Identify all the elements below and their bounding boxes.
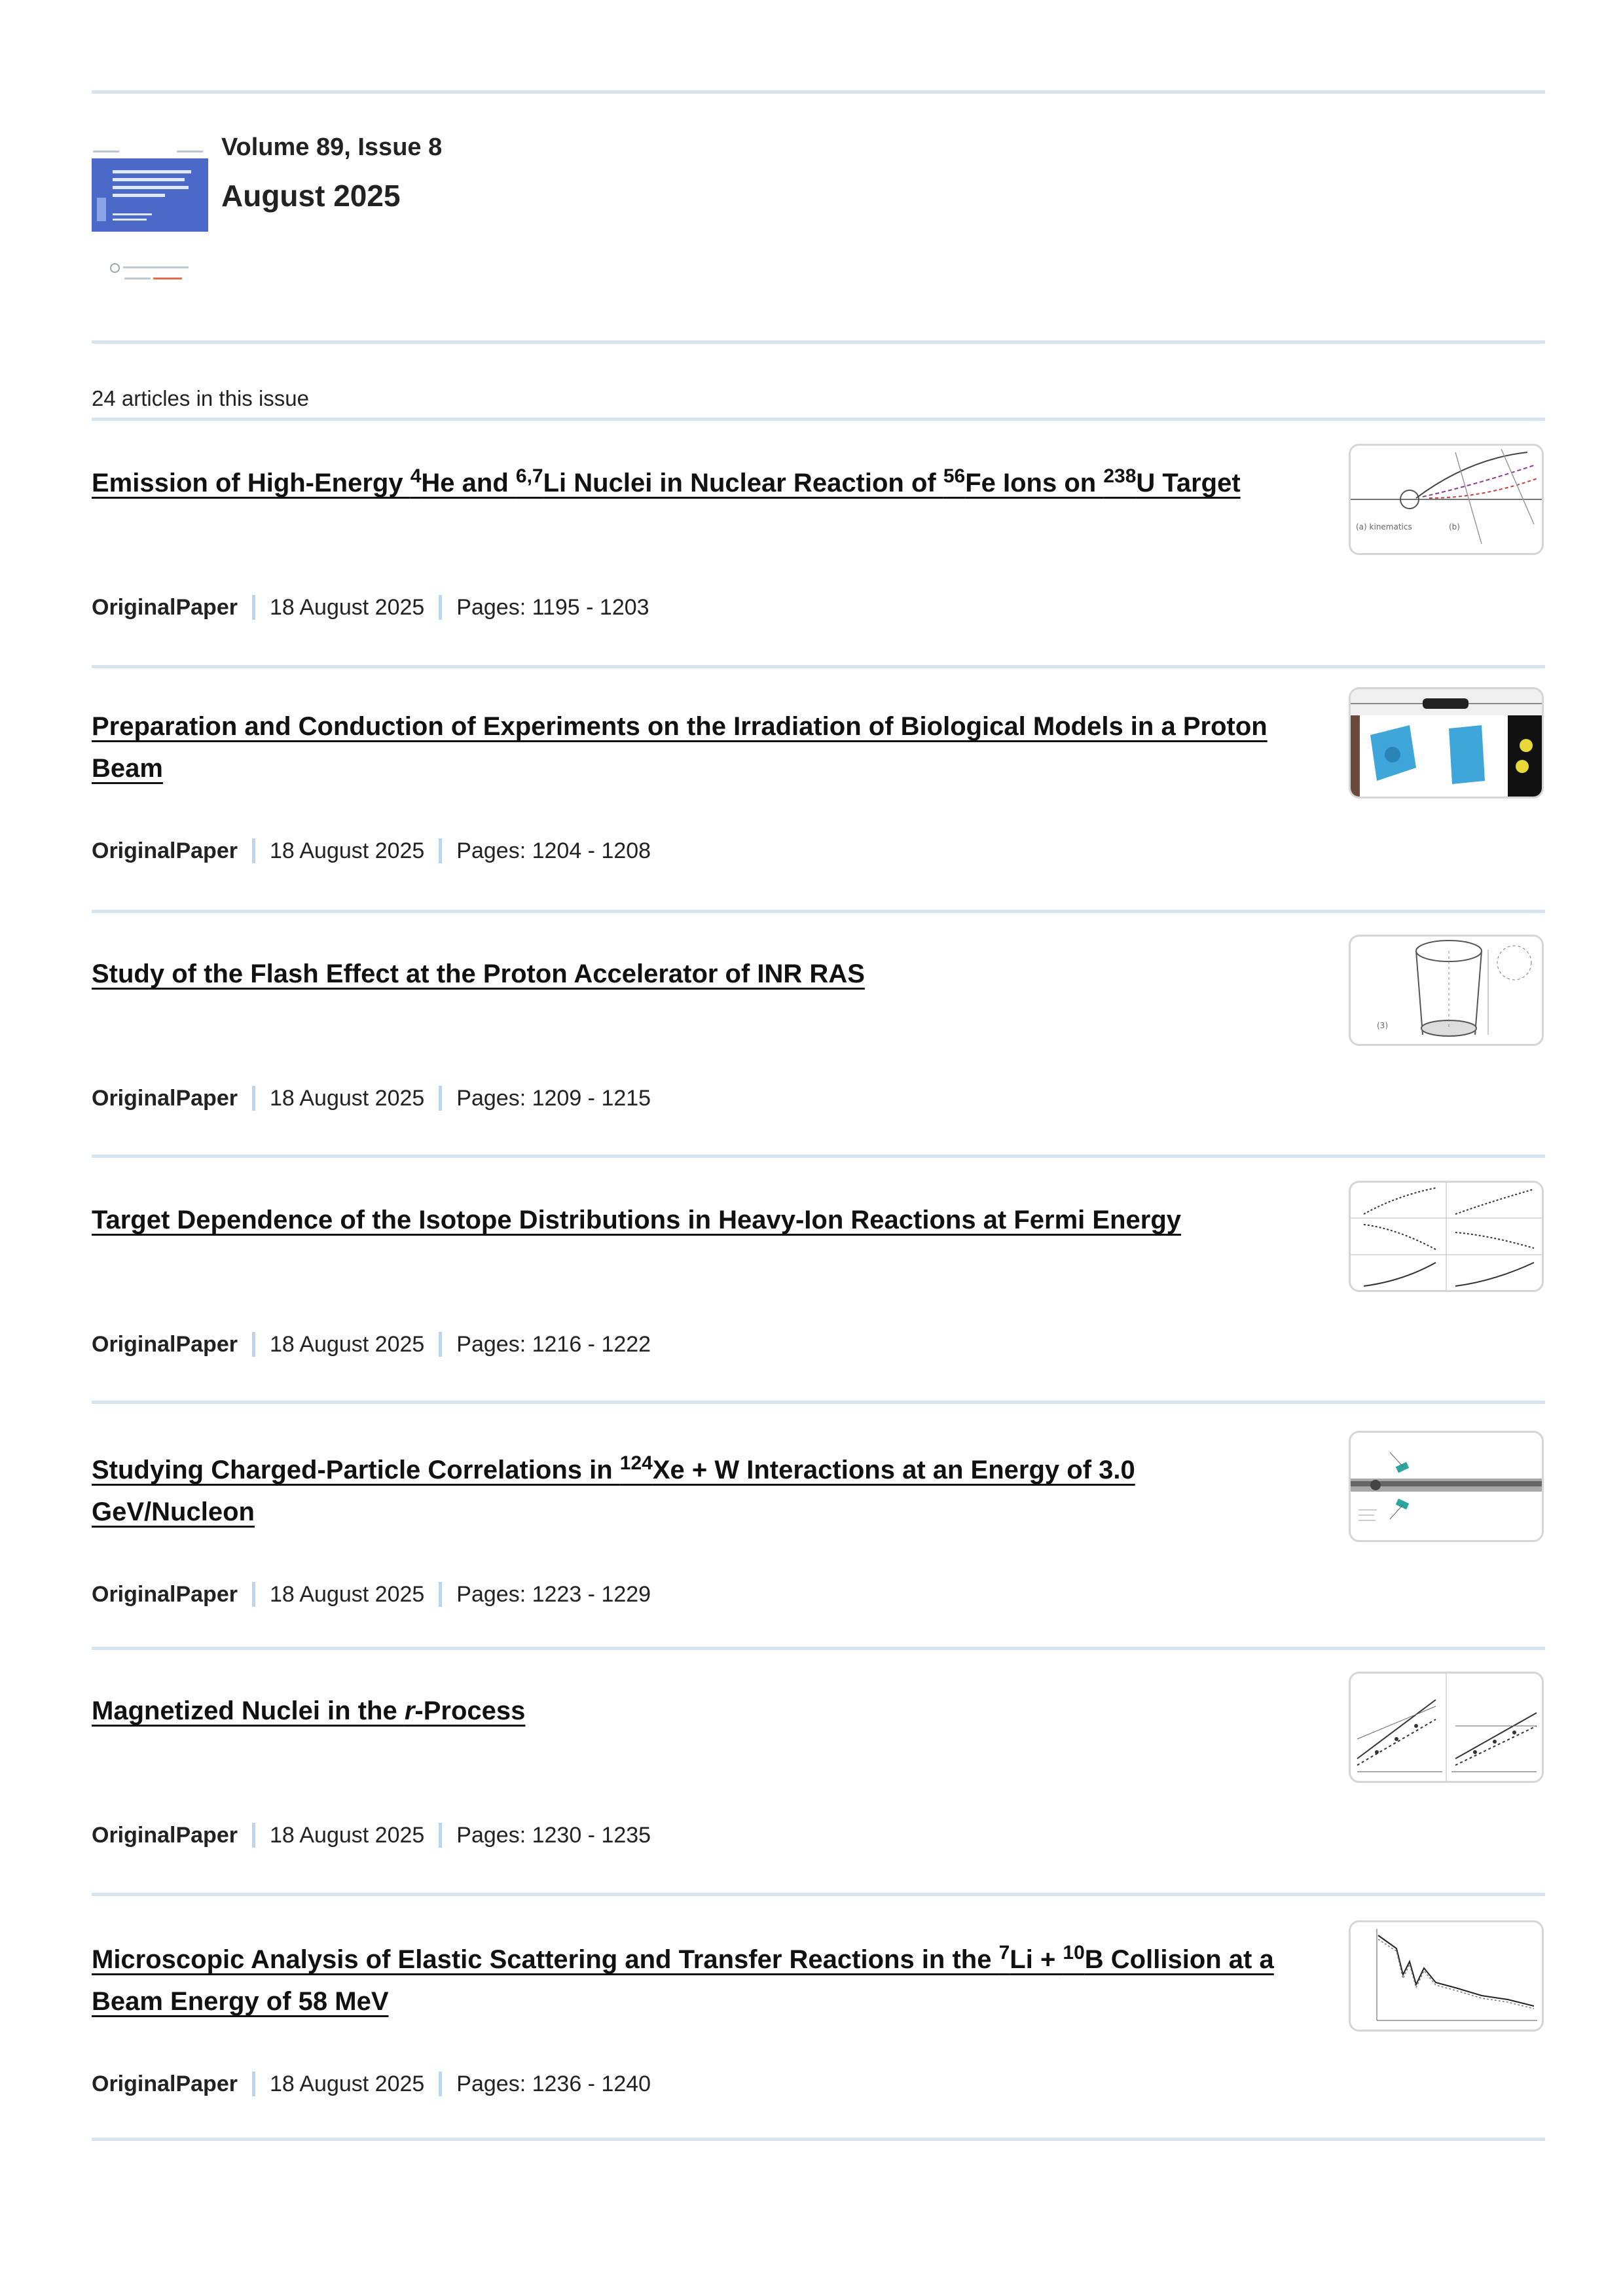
published-date: 18 August 2025 <box>269 594 425 620</box>
page-range: Pages: 1195 - 1203 <box>456 594 649 620</box>
article-title-link[interactable]: Target Dependence of the Isotope Distributions in Heavy-Ion Reactions at Fermi Energy <box>92 1206 1182 1234</box>
article-meta <box>92 2070 651 2098</box>
article-item <box>92 1690 1545 1937</box>
meta-separator <box>439 1332 442 1357</box>
page-range: Pages: 1223 - 1229 <box>456 1581 651 1607</box>
content-type: OriginalPaper <box>92 1085 238 1111</box>
article-title[interactable] <box>92 1939 1290 2022</box>
svg-text:(b): (b) <box>1449 522 1460 531</box>
article-meta <box>92 1330 651 1359</box>
divider <box>92 2138 1545 2141</box>
meta-separator <box>439 1086 442 1111</box>
content-type: OriginalPaper <box>92 1581 238 1607</box>
figure-thumbnail[interactable] <box>1349 1920 1544 2032</box>
meta-separator <box>252 1823 255 1848</box>
article-meta <box>92 593 649 622</box>
article-item <box>92 462 1545 709</box>
article-meta <box>92 1580 651 1609</box>
divider <box>92 665 1545 668</box>
content-type: OriginalPaper <box>92 838 238 863</box>
content-type: OriginalPaper <box>92 1331 238 1357</box>
article-meta <box>92 1821 651 1850</box>
article-meta <box>92 1084 651 1113</box>
meta-separator <box>252 1332 255 1357</box>
divider <box>92 1893 1545 1896</box>
meta-separator <box>439 2072 442 2096</box>
svg-text:(3): (3) <box>1377 1021 1388 1030</box>
figure-thumbnail[interactable] <box>1349 1181 1544 1292</box>
meta-separator <box>252 1582 255 1607</box>
divider <box>92 1647 1545 1650</box>
article-title[interactable] <box>92 1199 1290 1241</box>
article-title[interactable] <box>92 1690 1290 1732</box>
volume-issue[interactable]: Volume 89, Issue 8 <box>221 134 443 161</box>
article-title[interactable] <box>92 462 1290 504</box>
figure-thumbnail[interactable] <box>1349 444 1544 555</box>
meta-separator <box>252 1086 255 1111</box>
article-title-link[interactable]: Study of the Flash Effect at the Proton Accelerator of INR RAS <box>92 960 865 988</box>
meta-separator <box>252 595 255 620</box>
publisher-logo <box>110 263 191 283</box>
content-type: OriginalPaper <box>92 2071 238 2096</box>
cover-top-lines <box>92 149 208 156</box>
divider <box>92 418 1545 421</box>
figure-thumbnail[interactable] <box>1349 687 1544 798</box>
divider <box>92 90 1545 94</box>
meta-separator <box>439 1582 442 1607</box>
article-item <box>92 706 1545 953</box>
divider <box>92 1401 1545 1404</box>
page-range: Pages: 1204 - 1208 <box>456 838 651 863</box>
issue-header <box>92 131 1545 301</box>
article-item <box>92 1939 1545 2186</box>
article-item <box>92 1449 1545 1696</box>
article-title-link[interactable]: Emission of High-Energy $^4$He and $^{6,7}$Li Nuclei in Nuclear Reaction of $^{56}$Fe Ions on $^{238}$U Target <box>92 465 1241 497</box>
divider <box>92 1155 1545 1158</box>
article-title-link[interactable]: Microscopic Analysis of Elastic Scattering and Transfer Reactions in the $^7$Li + $^{10}$B Collision at a Beam Energy of 58 MeV <box>92 1942 1274 2016</box>
svg-text:(a) kinematics: (a) kinematics <box>1356 522 1412 531</box>
page-range: Pages: 1236 - 1240 <box>456 2071 651 2096</box>
article-title-link[interactable]: Magnetized Nuclei in the r-Process <box>92 1696 526 1725</box>
figure-thumbnail[interactable] <box>1349 1672 1544 1783</box>
divider <box>92 340 1545 344</box>
content-type: OriginalPaper <box>92 594 238 620</box>
article-title[interactable] <box>92 1449 1290 1533</box>
published-date: 18 August 2025 <box>269 2071 425 2096</box>
meta-separator <box>252 838 255 863</box>
meta-separator <box>439 1823 442 1848</box>
article-title[interactable] <box>92 953 1290 995</box>
article-item <box>92 953 1545 1200</box>
published-date: 18 August 2025 <box>269 1085 425 1111</box>
figure-thumbnail[interactable] <box>1349 1431 1544 1542</box>
article-item <box>92 1199 1545 1446</box>
divider <box>92 910 1545 913</box>
figure-thumbnail[interactable] <box>1349 935 1544 1046</box>
content-type: OriginalPaper <box>92 1822 238 1848</box>
article-title-link[interactable]: Studying Charged-Particle Correlations in $^{124}$Xe + W Interactions at an Energy of 3.0 GeV/Nucleon <box>92 1452 1135 1526</box>
published-date: 18 August 2025 <box>269 838 425 863</box>
page-range: Pages: 1216 - 1222 <box>456 1331 651 1357</box>
meta-separator <box>439 838 442 863</box>
published-date: 18 August 2025 <box>269 1581 425 1607</box>
article-title-link[interactable]: Preparation and Conduction of Experiments on the Irradiation of Biological Models in a Proton Beam <box>92 712 1267 783</box>
cover-band <box>92 158 208 232</box>
journal-cover[interactable] <box>92 158 208 289</box>
meta-separator <box>439 595 442 620</box>
published-date: 18 August 2025 <box>269 1822 425 1848</box>
article-meta <box>92 836 651 865</box>
published-date: 18 August 2025 <box>269 1331 425 1357</box>
meta-separator <box>252 2072 255 2096</box>
article-count: 24 articles in this issue <box>92 386 309 410</box>
issue-date: August 2025 <box>221 179 401 213</box>
article-title[interactable] <box>92 706 1290 789</box>
page-range: Pages: 1209 - 1215 <box>456 1085 651 1111</box>
page-range: Pages: 1230 - 1235 <box>456 1822 651 1848</box>
